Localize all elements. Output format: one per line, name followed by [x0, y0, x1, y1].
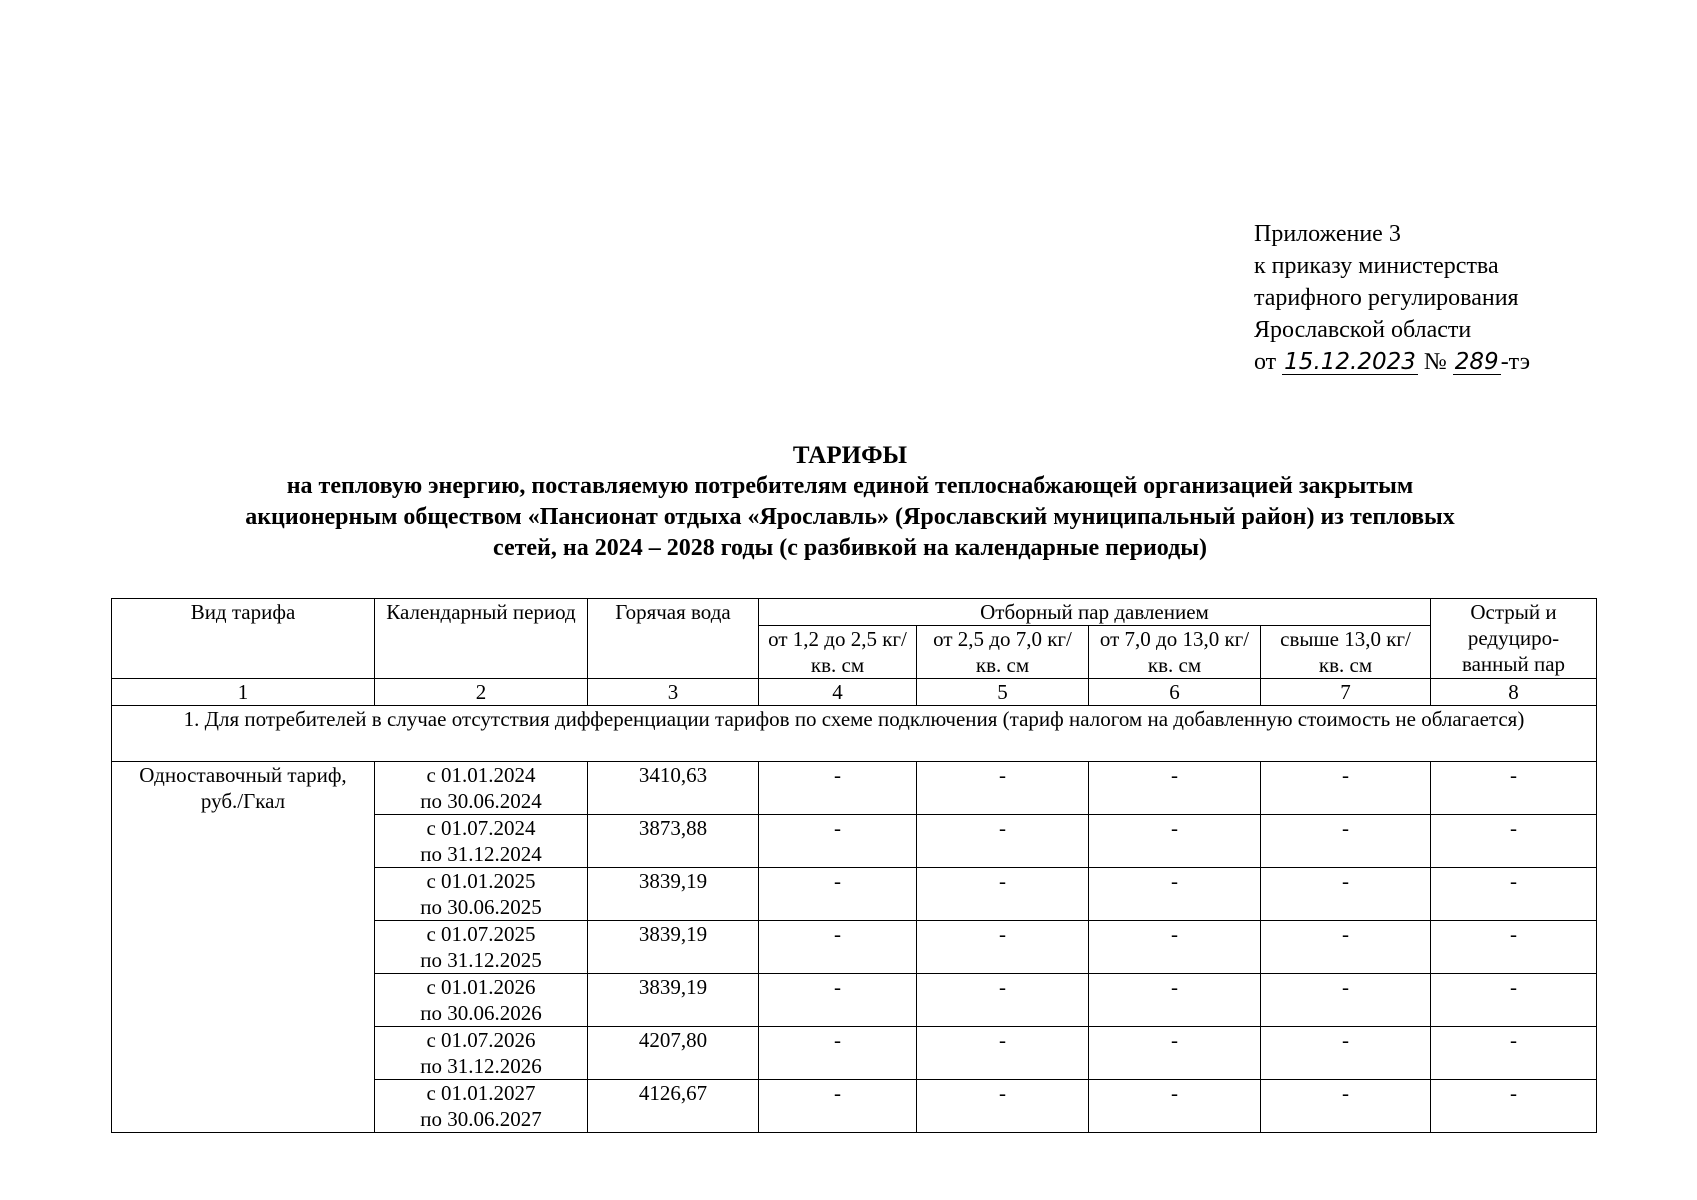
- header-steam-2: от 2,5 до 7,0 кг/ кв. см: [917, 626, 1089, 679]
- period-from: с 01.07.2025: [426, 922, 536, 946]
- period-cell: [375, 974, 588, 1027]
- period-to: по 31.12.2025: [420, 948, 542, 972]
- column-number: 8: [1431, 679, 1597, 706]
- header-steam-1: от 1,2 до 2,5 кг/ кв. см: [759, 626, 917, 679]
- appendix-line: тарифного регулирования: [1254, 285, 1519, 311]
- steam-2-value: -: [917, 762, 1089, 815]
- header-steam-4: свыше 13,0 кг/ кв. см: [1261, 626, 1431, 679]
- order-date: 15.12.2023: [1284, 349, 1416, 375]
- steam-3-value: -: [1089, 868, 1261, 921]
- tariff-name: Одноставочный тариф, руб./Гкал: [112, 762, 375, 1133]
- period-cell: [375, 762, 588, 815]
- period-cell: [375, 1027, 588, 1080]
- sharp-steam-value: -: [1431, 974, 1597, 1027]
- title-subtitle: на тепловую энергию, поставляемую потребителям единой теплоснабжающей организацией закрытым: [286, 473, 1414, 499]
- hot-water-value: 3839,19: [588, 921, 759, 974]
- sharp-steam-value: -: [1431, 1027, 1597, 1080]
- period-from: с 01.07.2026: [426, 1028, 536, 1052]
- period-from: с 01.01.2026: [426, 975, 536, 999]
- steam-3-value: -: [1089, 1027, 1261, 1080]
- appendix-line: Приложение 3: [1254, 221, 1401, 247]
- title-subtitle: акционерным обществом «Пансионат отдыха «Ярославль» (Ярославский муниципальный район) из тепловых: [245, 504, 1455, 530]
- hot-water-value: 3410,63: [588, 762, 759, 815]
- period-to: по 30.06.2026: [420, 1001, 542, 1025]
- header-sharp-steam: Острый и редуциро-ванный пар: [1431, 599, 1597, 679]
- period-from: с 01.01.2025: [426, 869, 536, 893]
- steam-2-value: -: [917, 1080, 1089, 1133]
- title-subtitle: сетей, на 2024 – 2028 годы (с разбивкой на календарные периоды): [493, 535, 1207, 561]
- steam-2-value: -: [917, 815, 1089, 868]
- steam-2-value: -: [917, 868, 1089, 921]
- appendix-line: к приказу министерства: [1254, 253, 1499, 279]
- steam-2-value: -: [917, 921, 1089, 974]
- steam-2-value: -: [917, 1027, 1089, 1080]
- steam-3-value: -: [1089, 1080, 1261, 1133]
- period-cell: [375, 1080, 588, 1133]
- tariff-table: [111, 598, 1597, 1133]
- period-to: по 31.12.2026: [420, 1054, 542, 1078]
- steam-1-value: -: [759, 868, 917, 921]
- steam-3-value: -: [1089, 921, 1261, 974]
- steam-3-value: -: [1089, 974, 1261, 1027]
- sharp-steam-value: -: [1431, 868, 1597, 921]
- date-prefix: от: [1254, 349, 1277, 375]
- period-to: по 30.06.2027: [420, 1107, 542, 1131]
- period-to: по 30.06.2024: [420, 789, 542, 813]
- steam-4-value: -: [1261, 762, 1431, 815]
- steam-4-value: -: [1261, 1080, 1431, 1133]
- section-heading: 1. Для потребителей в случае отсутствия дифференциации тарифов по схеме подключения (тариф налогом на добавленную стоимость не облагается): [112, 706, 1597, 762]
- column-number: 2: [375, 679, 588, 706]
- number-sign: №: [1423, 349, 1447, 375]
- period-cell: [375, 868, 588, 921]
- header-steam-3: от 7,0 до 13,0 кг/ кв. см: [1089, 626, 1261, 679]
- steam-1-value: -: [759, 815, 917, 868]
- steam-4-value: -: [1261, 921, 1431, 974]
- steam-4-value: -: [1261, 868, 1431, 921]
- hot-water-value: 3873,88: [588, 815, 759, 868]
- order-date-line: [1254, 346, 1530, 378]
- column-number: 1: [112, 679, 375, 706]
- header-tariff-type: Вид тарифа: [112, 599, 375, 679]
- number-suffix: -тэ: [1500, 349, 1531, 375]
- order-number: 289: [1454, 349, 1499, 375]
- header-period: Календарный период: [375, 599, 588, 679]
- period-from: с 01.01.2024: [426, 763, 536, 787]
- steam-1-value: -: [759, 974, 917, 1027]
- period-to: по 30.06.2025: [420, 895, 542, 919]
- header-row: [112, 599, 1597, 626]
- header-steam-group: Отборный пар давлением: [759, 599, 1431, 626]
- column-number: 4: [759, 679, 917, 706]
- hot-water-value: 3839,19: [588, 974, 759, 1027]
- column-number: 3: [588, 679, 759, 706]
- sharp-steam-value: -: [1431, 921, 1597, 974]
- steam-3-value: -: [1089, 815, 1261, 868]
- steam-4-value: -: [1261, 1027, 1431, 1080]
- document-title: [100, 440, 1600, 564]
- section-row: [112, 706, 1597, 762]
- hot-water-value: 4207,80: [588, 1027, 759, 1080]
- steam-2-value: -: [917, 974, 1089, 1027]
- period-cell: [375, 815, 588, 868]
- steam-3-value: -: [1089, 762, 1261, 815]
- steam-1-value: -: [759, 921, 917, 974]
- steam-1-value: -: [759, 762, 917, 815]
- table-row: [112, 762, 1597, 815]
- hot-water-value: 3839,19: [588, 868, 759, 921]
- sharp-steam-value: -: [1431, 762, 1597, 815]
- column-number: 7: [1261, 679, 1431, 706]
- hot-water-value: 4126,67: [588, 1080, 759, 1133]
- column-number: 6: [1089, 679, 1261, 706]
- appendix-line: Ярославской области: [1254, 317, 1472, 343]
- period-from: с 01.01.2027: [426, 1081, 536, 1105]
- steam-1-value: -: [759, 1027, 917, 1080]
- header-hot-water: Горячая вода: [588, 599, 759, 679]
- column-number: 5: [917, 679, 1089, 706]
- sharp-steam-value: -: [1431, 1080, 1597, 1133]
- steam-4-value: -: [1261, 815, 1431, 868]
- steam-1-value: -: [759, 1080, 917, 1133]
- steam-4-value: -: [1261, 974, 1431, 1027]
- title-main: ТАРИФЫ: [792, 442, 908, 469]
- column-numbers-row: [112, 679, 1597, 706]
- period-to: по 31.12.2024: [420, 842, 542, 866]
- period-cell: [375, 921, 588, 974]
- appendix-block: [1254, 218, 1530, 378]
- sharp-steam-value: -: [1431, 815, 1597, 868]
- period-from: с 01.07.2024: [426, 816, 536, 840]
